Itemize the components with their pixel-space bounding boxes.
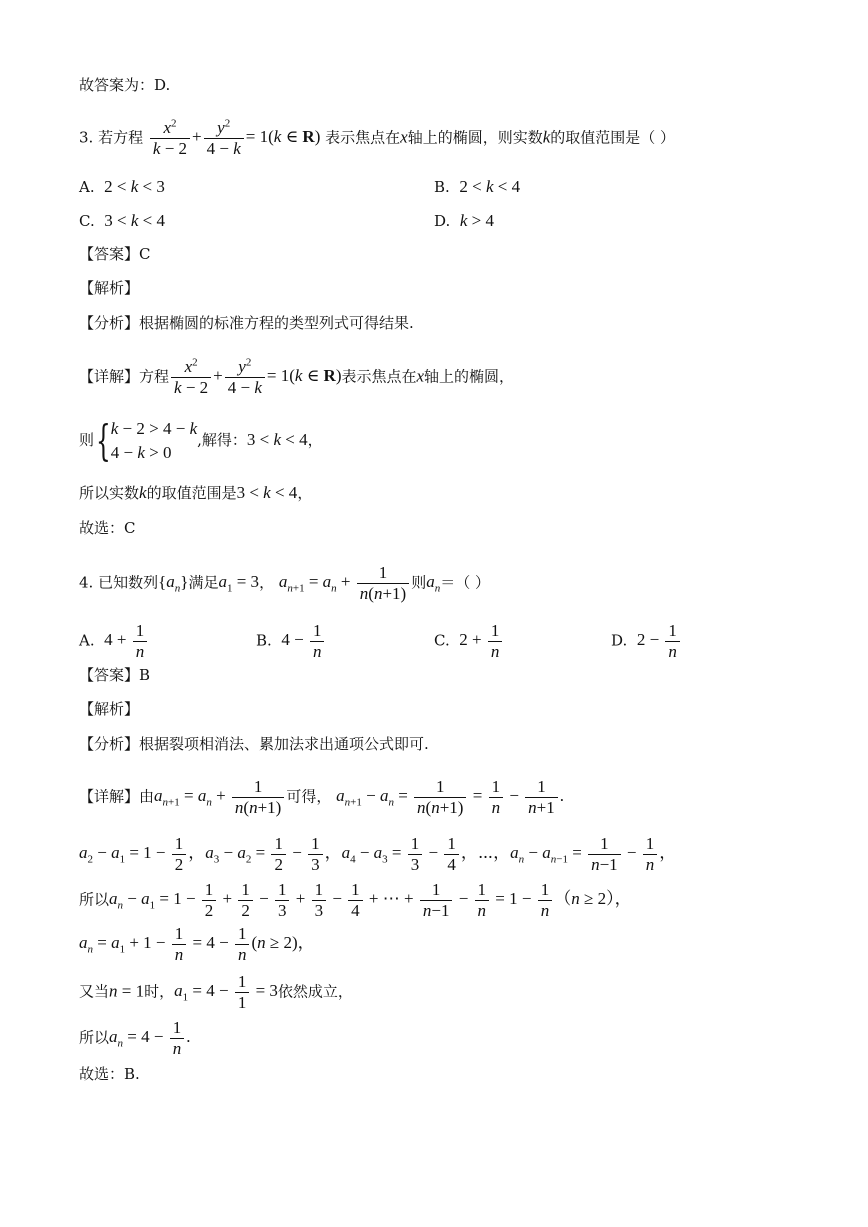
q4-xiangjie: 【详解】由$a_{n+1} = a_n$ + $\frac{1}{n(n+1)}$ 可得， $a_{n+1} - a_n$ = $\frac{1}{n(n+1)}$ = $\frac{1}{n}$ − $\frac{1}{n+1}$ . (79, 777, 564, 817)
q4-differences: $a_2 - a_1 = 1$ − $\frac{1}{2}$ ，$a_3 - a_2$ = $\frac{1}{2}$ − $\frac{1}{3}$ ，$a_4 - a_3$ = $\frac{1}{3}$ − $\frac{1}{4}$ ，⋯，$a_n - a_{n-1}$ = $\frac{1}{n-1}$ − $\frac{1}{n}$ ， (79, 834, 677, 874)
q3-option-d: D. k > 4 (434, 211, 494, 230)
q4-check: 又当n = 1时，$a_1 = 4$ − $\frac{1}{1}$ = 3依然成立， (79, 972, 353, 1012)
q4-option-c: C. 2 + $\frac{1}{n}$ (434, 621, 504, 662)
q4-answer: 【答案】B (79, 666, 151, 684)
q3-jiexi: 【解析】 (79, 279, 140, 297)
q4-jiexi: 【解析】 (79, 700, 140, 718)
q4-option-b: B. 4 − $\frac{1}{n}$ (256, 621, 326, 662)
q3-stem-pre: 若方程 (98, 128, 144, 147)
q4-result: 所以$a_n = 4$ − $\frac{1}{n}$ . (79, 1018, 191, 1058)
q3-fenxi: 【分析】根据椭圆的标准方程的类型列式可得结果. (79, 314, 414, 332)
q3-option-c: C. 3 < k < 4 (79, 211, 165, 230)
q4-option-d: D. 2 − $\frac{1}{n}$ (611, 621, 682, 662)
q4-option-a: A. 4 + $\frac{1}{n}$ (79, 621, 149, 662)
q3-stem-post: 表示焦点在 (325, 128, 401, 147)
q3-number: 3. (79, 128, 94, 147)
q4-stem: 4. 已知数列$\{a_n\}$满足$a_1 = 3$， $a_{n+1} = a_n$ + $\frac{1}{n(n+1)}$ 则$a_n=$（ ） (79, 563, 490, 603)
q4-guxuan: 故选：B. (79, 1065, 140, 1083)
q3-stem: 3. 若方程 $\frac{x^2}{k - 2}$ + $\frac{y^2}{4 - k}$ = 1(k ∈ R) 表示焦点在x轴上的椭圆，则实数k的取值范围是（ ） (79, 117, 676, 158)
q3-guxuan: 故选：C (79, 519, 136, 537)
previous-answer: 故答案为：D. (79, 76, 171, 94)
q3-xiangjie: 【详解】方程 $\frac{x^2}{k - 2}$ + $\frac{y^2}{4 - k}$ = 1(k ∈ R)表示焦点在x轴上的椭圆， (79, 356, 515, 397)
q3-option-a: A. 2 < k < 3 (79, 177, 165, 196)
q3-equation: $\frac{x^2}{k - 2}$ + $\frac{y^2}{4 - k}$ = 1(k ∈ R) (148, 127, 320, 146)
q3-option-b: B. 2 < k < 4 (434, 177, 521, 196)
q4-fenxi: 【分析】根据裂项相消法、累加法求出通项公式即可. (79, 735, 429, 753)
q3-conclusion: 所以实数k的取值范围是3 < k < 4， (79, 483, 313, 502)
q4-sum: 所以$a_n - a_1 = 1$ − $\frac{1}{2}$ + $\frac{1}{2}$ − $\frac{1}{3}$ + $\frac{1}{3}$ − $\frac{1}{4}$ + ⋯ + $\frac{1}{n-1}$ − $\frac{1}{n}$ = 1 − $\frac{1}{n}$ （n ≥ 2）， (79, 880, 632, 920)
q3-system: 则{ k − 2 > 4 − k 4 − k > 0 ,解得：3 < k < 4， (79, 416, 323, 465)
q4-general: $a_n = a_1 + 1$ − $\frac{1}{n}$ = 4 − $\frac{1}{n}$ (n ≥ 2)， (79, 924, 315, 964)
q3-answer: 【答案】C (79, 245, 151, 263)
